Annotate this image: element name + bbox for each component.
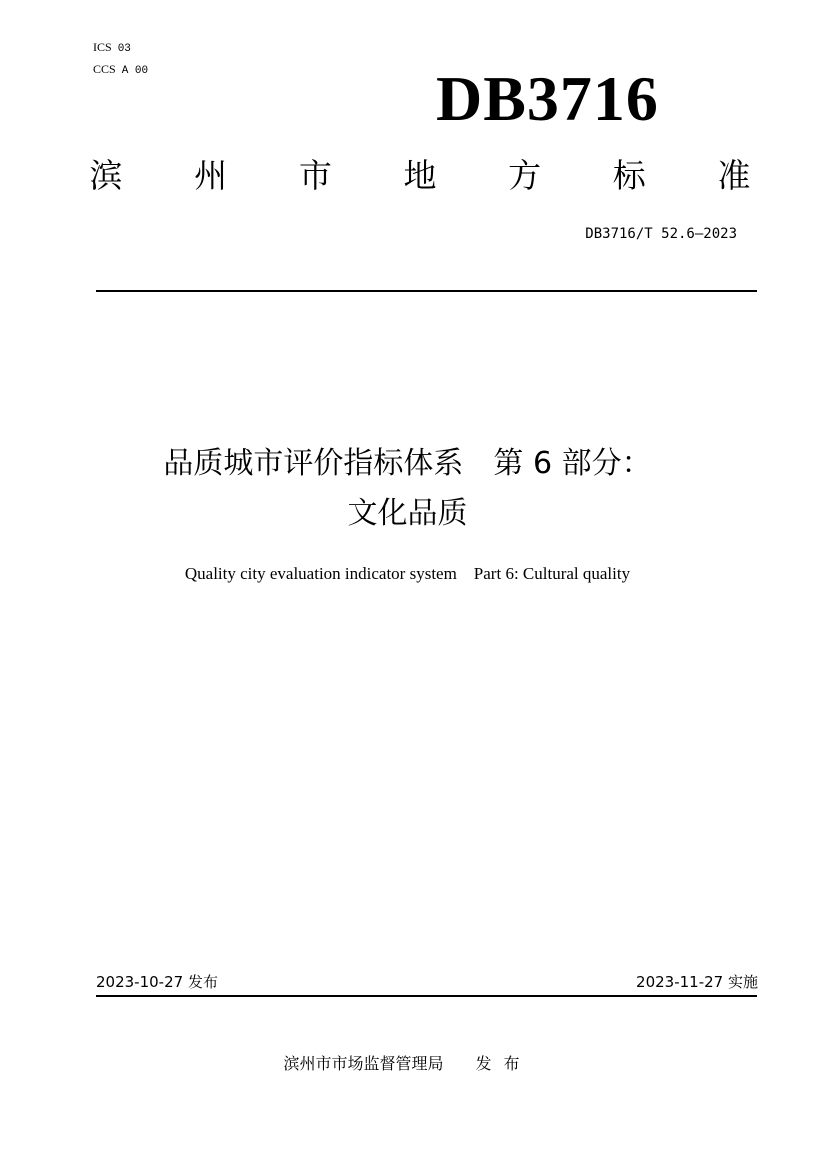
standard-type-char: 标 [612,156,646,195]
ics-label: ICS [93,40,112,54]
implementation-date: 2023-11-27 实施 [636,973,758,991]
standard-number: DB3716/T 52.6—2023 [585,226,737,242]
title-chinese-line-1: 品质城市评价指标体系 第 6 部分： [163,446,652,481]
standard-type-char: 州 [194,156,228,195]
standard-type-char: 准 [717,156,751,195]
standard-logo: DB3716 [436,63,659,134]
issuer-name: 滨州市市场监督管理局 [283,1054,444,1073]
ics-classification [93,40,131,56]
issuer-action: 发布 [475,1054,532,1073]
standard-type-char: 市 [298,156,332,195]
standard-type-char: 方 [508,156,542,195]
title-english: Quality city evaluation indicator system Part 6: Cultural quality [184,564,631,583]
bottom-divider [96,995,757,997]
standard-type-heading [86,154,754,198]
title-chinese-line-2: 文化品质 [347,496,468,531]
ccs-label: CCS [93,62,116,76]
standard-type-char: 滨 [89,156,123,195]
ics-code: 03 [117,43,131,55]
issuer-line [0,1052,815,1076]
issue-date: 2023-10-27 发布 [96,973,218,991]
ccs-classification [93,62,148,78]
standard-type-char: 地 [403,156,437,195]
ccs-code: A 00 [121,65,149,77]
top-divider [96,290,757,292]
